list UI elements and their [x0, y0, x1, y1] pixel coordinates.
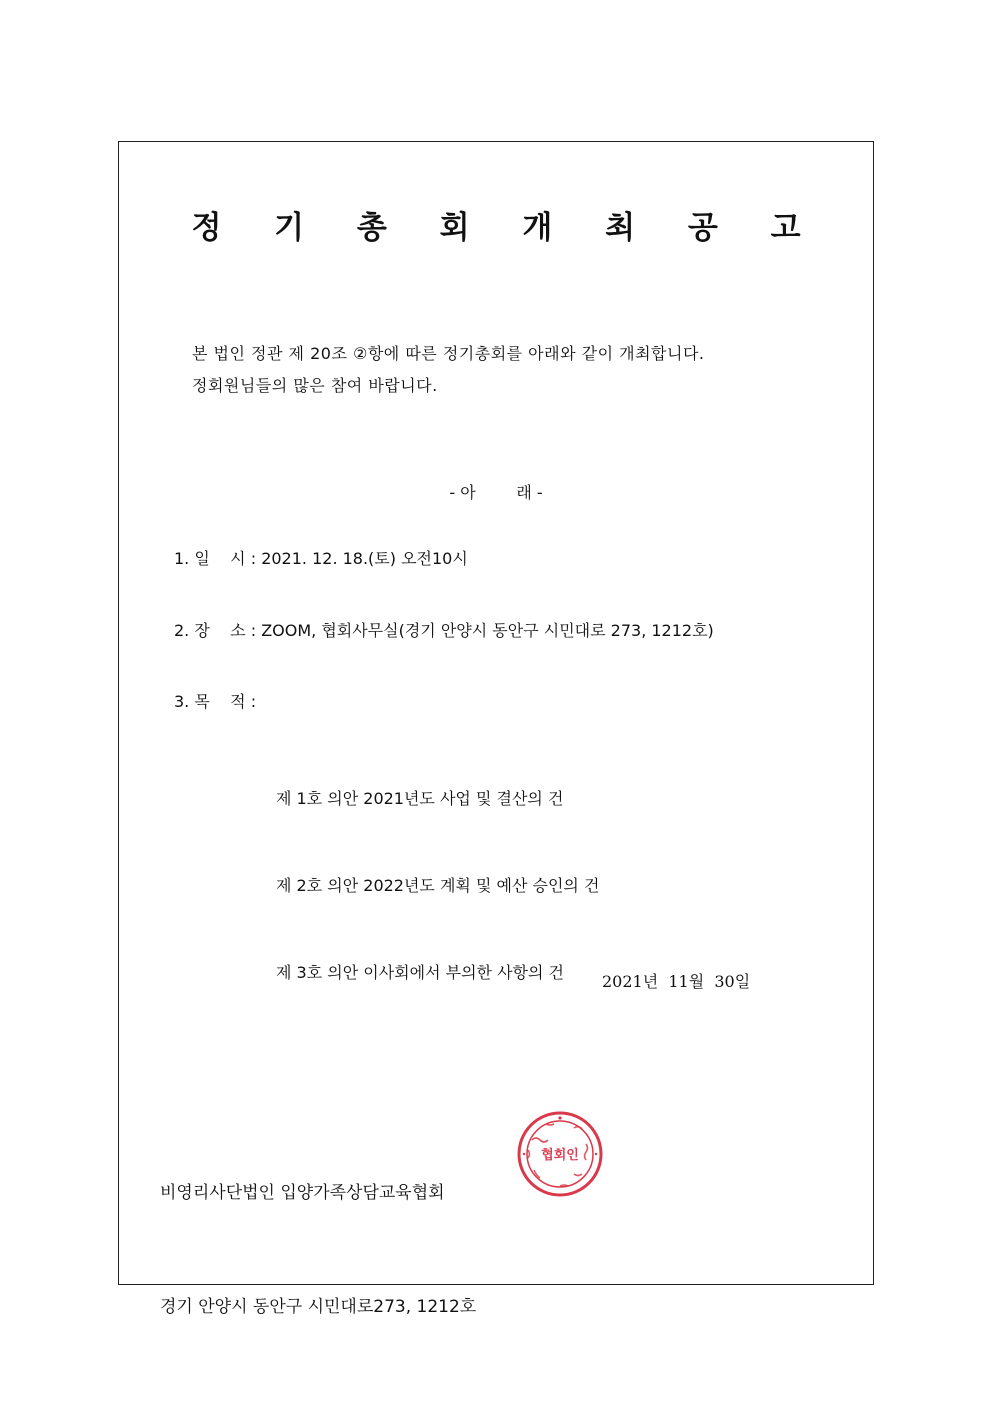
- agenda-item: 제 3호 의안 이사회에서 부의한 사항의 건: [276, 963, 564, 982]
- item-location: [174, 619, 714, 643]
- item-purpose: [174, 690, 256, 714]
- agenda-item: 제 1호 의안 2021년도 사업 및 결산의 건: [276, 789, 564, 808]
- organization-block: [160, 1098, 476, 1364]
- item-value: ZOOM, 협회사무실(경기 안양시 동안구 시민대로 273, 1212호): [261, 621, 714, 640]
- arae-heading: - 아 래 -: [449, 483, 543, 502]
- item-label: 3. 목 적 :: [174, 692, 257, 711]
- intro-line-2: 정회원님들의 많은 참여 바랍니다.: [192, 376, 438, 395]
- agenda-item: 제 2호 의안 2022년도 계획 및 예산 승인의 건: [276, 876, 600, 895]
- intro-line-1: 본 법인 정관 제 20조 ②항에 따른 정기총회를 아래와 같이 개최합니다.: [192, 344, 705, 363]
- agenda-list: [276, 726, 599, 1016]
- item-value: 2021. 12. 18.(토) 오전10시: [261, 549, 468, 568]
- document-title: 정 기 총 회 개 최 공 고: [191, 210, 822, 246]
- intro-paragraph: [192, 338, 705, 402]
- seal-text: 협회인: [541, 1148, 579, 1163]
- item-label: 1. 일 시 :: [174, 549, 257, 568]
- item-datetime: [174, 547, 468, 571]
- notice-date: 2021년 11월 30일: [602, 972, 751, 991]
- organization-name: 비영리사단법인 입양가족상담교육협회: [160, 1183, 445, 1203]
- item-label: 2. 장 소 :: [174, 621, 257, 640]
- official-seal-icon: [516, 1110, 604, 1198]
- organization-address: 경기 안양시 동안구 시민대로273, 1212호: [160, 1297, 477, 1317]
